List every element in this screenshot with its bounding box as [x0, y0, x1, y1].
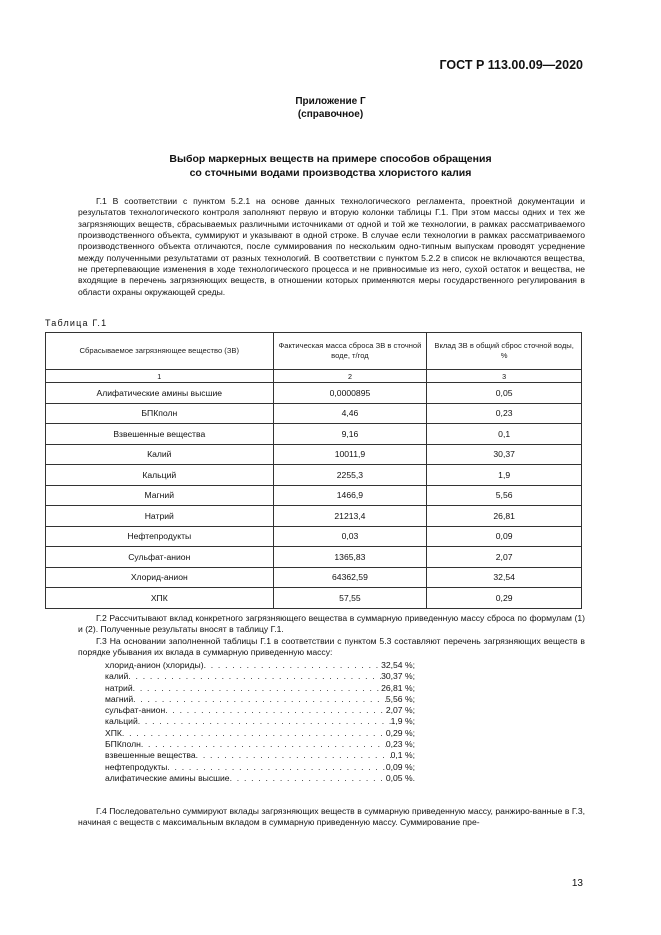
cell-mass: 1466,9 — [273, 485, 427, 506]
ranking-label: калий — [105, 671, 129, 682]
cell-mass: 1365,83 — [273, 547, 427, 568]
leader-dots — [138, 716, 391, 727]
leader-dots — [128, 671, 381, 682]
paragraph-g1 — [78, 196, 585, 298]
header-mass: Фактическая масса сброса ЗВ в сточной воде, т/год — [273, 333, 427, 370]
header-substance: Сбрасываемое загрязняющее вещество (ЗВ) — [46, 333, 274, 370]
cell-substance: ХПК — [46, 588, 274, 609]
appendix-subtitle: (справочное) — [297, 109, 364, 120]
ranking-label: натрий — [105, 682, 133, 693]
cell-mass: 9,16 — [273, 424, 427, 445]
table-row — [46, 547, 582, 568]
cell-share: 0,05 — [427, 383, 582, 404]
table-row — [46, 567, 582, 588]
cell-share: 30,37 — [427, 444, 582, 465]
section-title-line2: со сточными водами производства хлористого калия — [189, 167, 472, 179]
cell-substance: Кальций — [46, 465, 274, 486]
ranking-list — [105, 660, 415, 784]
cell-share: 0,29 — [427, 588, 582, 609]
ranking-item — [105, 750, 415, 761]
leader-dots — [165, 705, 386, 716]
paragraph-g1-text: Г.1 В соответствии с пунктом 5.2.1 на основе данных технологического регламента, проектной документации и результатов технологического контроля заполняют первую и вторую колонки таблицы Г.1. При этом массы одних и тех же загрязняющих веществ, сбрасываемых различными источниками от одной и той же технологии, в рамках рассматриваемого производственного объекта, суммируют и указывают в одной строке. В случае если технологии в рамках рассматриваемого производственного объекта отличаются, после суммирования по нескольким одно-типным выпускам проводят усреднение между полученными результатами от разных технологий. В соответствии с пунктом 5.2.2 в список не включаются вещества, не претерпевающие изменения в ходе технологического процесса и не привносимые из него, сухой остаток и вещества, не входящие в перечень загрязняющих веществ, в отношении которых применяются меры государственного регулирования в области охраны окружающей среды. — [78, 196, 585, 297]
ranking-label: нефтепродукты — [105, 761, 168, 772]
table-row — [46, 506, 582, 527]
cell-mass: 57,55 — [273, 588, 427, 609]
table-row — [46, 403, 582, 424]
cell-share: 0,23 — [427, 403, 582, 424]
ranking-item — [105, 705, 415, 716]
cell-share: 0,09 — [427, 526, 582, 547]
table-row — [46, 588, 582, 609]
cell-mass: 21213,4 — [273, 506, 427, 527]
cell-substance: Магний — [46, 485, 274, 506]
ranking-value: 32,54 %; — [381, 660, 415, 670]
column-number: 1 — [46, 370, 274, 383]
ranking-value: 26,81 %; — [381, 682, 415, 693]
ranking-value: 0,09 %; — [385, 761, 415, 772]
appendix-heading — [0, 95, 661, 121]
cell-share: 26,81 — [427, 506, 582, 527]
leader-dots — [141, 739, 386, 750]
paragraph-g2 — [78, 613, 585, 636]
ranking-item — [105, 683, 415, 694]
ranking-label: взвешенные вещества — [105, 750, 196, 761]
ranking-item — [105, 660, 415, 671]
table-row — [46, 465, 582, 486]
cell-substance: Нефтепродукты — [46, 526, 274, 547]
cell-substance: Калий — [46, 444, 274, 465]
cell-substance: Натрий — [46, 506, 274, 527]
ranking-label: БПКполн — [105, 739, 141, 750]
paragraph-g2-text: Г.2 Рассчитывают вклад конкретного загрязняющего вещества в суммарную приведенную массу сброса по формулам (1) и (2). Полученные результаты вносят в таблицу Г.1. — [78, 613, 585, 635]
leader-dots — [196, 750, 391, 761]
section-title-line1: Выбор маркерных веществ на примере способов обращения — [169, 153, 492, 165]
ranking-value: 0,05 %. — [385, 772, 415, 783]
table-row — [46, 383, 582, 404]
ranking-item — [105, 671, 415, 682]
paragraph-g4-text: Г.4 Последовательно суммируют вклады загрязняющих веществ в суммарную приведенную массу, ранжиро-ванные в Г.3, начиная с веществ с максимальным вкладом в суммарную приведенную массу. Суммирование пре- — [78, 806, 585, 828]
ranking-item — [105, 728, 415, 739]
ranking-label: хлорид-анион (хлориды) — [105, 660, 204, 670]
cell-substance: Алифатические амины высшие — [46, 383, 274, 404]
ranking-label: магний — [105, 693, 134, 704]
ranking-value: 0,29 %; — [385, 727, 415, 738]
cell-share: 5,56 — [427, 485, 582, 506]
ranking-value: 0,1 %; — [390, 750, 415, 761]
leader-dots — [167, 762, 386, 773]
table-number-row — [46, 370, 582, 383]
leader-dots — [133, 694, 386, 705]
table-row — [46, 526, 582, 547]
ranking-value: 0,23 %; — [385, 739, 415, 750]
table-caption: Таблица Г.1 — [45, 318, 108, 328]
cell-mass: 64362,59 — [273, 567, 427, 588]
table-g1 — [45, 332, 582, 609]
table-row — [46, 444, 582, 465]
cell-substance: Сульфат-анион — [46, 547, 274, 568]
ranking-label: ХПК — [105, 727, 122, 738]
ranking-item — [105, 762, 415, 773]
ranking-item — [105, 773, 415, 784]
leader-dots — [122, 728, 386, 739]
page-number: 13 — [571, 878, 583, 889]
ranking-item — [105, 716, 415, 727]
cell-mass: 10011,9 — [273, 444, 427, 465]
ranking-label: кальций — [105, 716, 138, 727]
paragraph-g3-text: Г.3 На основании заполненной таблицы Г.1 в соответствии с пунктом 5.3 составляют перечень загрязняющих веществ в порядке убывания их вклада в суммарную приведенную массу: — [78, 636, 585, 658]
column-number: 2 — [273, 370, 427, 383]
cell-share: 32,54 — [427, 567, 582, 588]
cell-share: 0,1 — [427, 424, 582, 445]
table-row — [46, 424, 582, 445]
leader-dots — [230, 773, 386, 784]
column-number: 3 — [427, 370, 582, 383]
table-header-row — [46, 333, 582, 370]
paragraph-g3 — [78, 636, 585, 659]
ranking-value: 1,9 %; — [390, 716, 415, 727]
cell-substance: Хлорид-анион — [46, 567, 274, 588]
section-title — [0, 152, 661, 180]
document-code: ГОСТ Р 113.00.09—2020 — [439, 58, 583, 72]
ranking-value: 5,56 %; — [385, 693, 415, 704]
cell-mass: 0,0000895 — [273, 383, 427, 404]
ranking-label: сульфат-анион — [105, 705, 166, 716]
ranking-item — [105, 694, 415, 705]
cell-share: 2,07 — [427, 547, 582, 568]
cell-mass: 4,46 — [273, 403, 427, 424]
cell-substance: БПКполн — [46, 403, 274, 424]
cell-substance: Взвешенные вещества — [46, 424, 274, 445]
cell-share: 1,9 — [427, 465, 582, 486]
ranking-item — [105, 739, 415, 750]
leader-dots — [133, 683, 381, 694]
header-share: Вклад ЗВ в общий сброс сточной воды, % — [427, 333, 582, 370]
ranking-value: 2,07 %; — [385, 705, 415, 716]
table-row — [46, 485, 582, 506]
leader-dots — [204, 660, 382, 671]
paragraph-g4 — [78, 806, 585, 829]
ranking-value: 30,37 %; — [381, 671, 415, 682]
cell-mass: 2255,3 — [273, 465, 427, 486]
ranking-label: алифатические амины высшие — [105, 772, 230, 783]
appendix-title: Приложение Г — [295, 96, 366, 107]
cell-mass: 0,03 — [273, 526, 427, 547]
